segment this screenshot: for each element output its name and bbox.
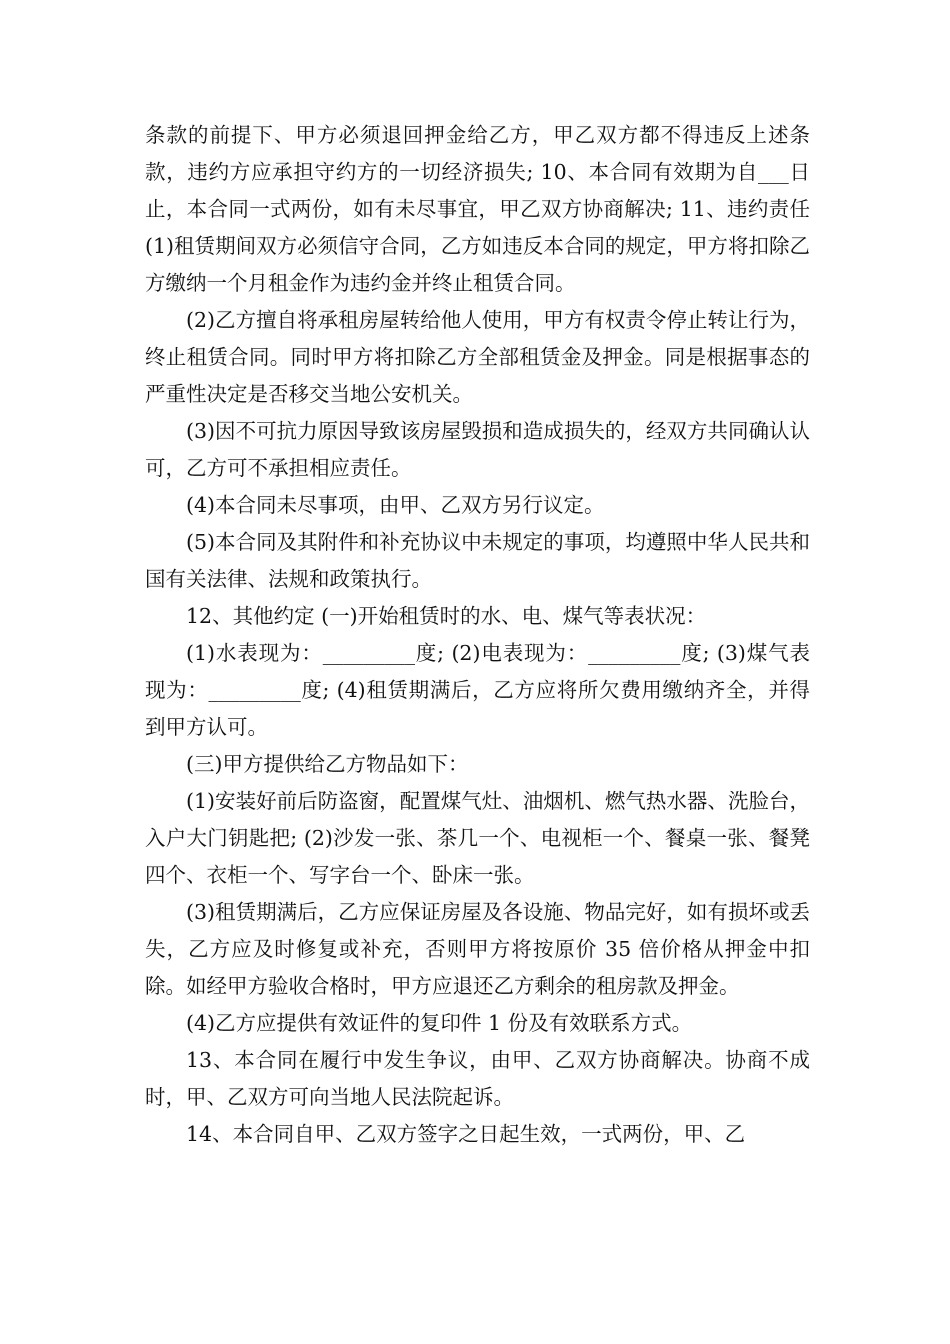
paragraph-2: (2)乙方擅自将承租房屋转给他人使用，甲方有权责令停止转让行为，终止租赁合同。同时甲方将扣除乙方全部租赁金及押金。同是根据事态的严重性决定是否移交当地公安机关。	[145, 308, 810, 406]
paragraph-9: (1)安装好前后防盗窗，配置煤气灶、油烟机、燃气热水器、洗脸台，入户大门钥匙把; (2)沙发一张、茶几一个、电视柜一个、餐桌一张、餐凳四个、衣柜一个、写字台一个、卧床一张。	[145, 789, 810, 887]
paragraph-7: (1)水表现为：_________度; (2)电表现为：_________度; (3)煤气表现为：_________度; (4)租赁期满后，乙方应将所欠费用缴纳齐全，并得到甲方认可。	[145, 641, 810, 739]
paragraph-1: 条款的前提下、甲方必须退回押金给乙方，甲乙双方都不得违反上述条款，违约方应承担守约方的一切经济损失; 10、本合同有效期为自___日止，本合同一式两份，如有未尽事宜，甲乙双方协商解决; 11、违约责任 (1)租赁期间双方必须信守合同，乙方如违反本合同的规定，甲方将扣除乙方缴纳一个月租金作为违约金并终止租赁合同。	[145, 123, 810, 295]
paragraph-5: (5)本合同及其附件和补充协议中未规定的事项，均遵照中华人民共和国有关法律、法规和政策执行。	[145, 530, 810, 591]
paragraph-3: (3)因不可抗力原因导致该房屋毁损和造成损失的，经双方共同确认认可，乙方可不承担相应责任。	[145, 419, 810, 480]
paragraph-8: (三)甲方提供给乙方物品如下：	[186, 752, 469, 776]
paragraph-12: 13、本合同在履行中发生争议，由甲、乙双方协商解决。协商不成时，甲、乙双方可向当地人民法院起诉。	[145, 1048, 810, 1109]
paragraph-11: (4)乙方应提供有效证件的复印件 1 份及有效联系方式。	[186, 1011, 693, 1035]
paragraph-10: (3)租赁期满后，乙方应保证房屋及各设施、物品完好，如有损坏或丢失，乙方应及时修复或补充，否则甲方将按原价 35 倍价格从押金中扣除。如经甲方验收合格时，甲方应退还乙方剩余的租房款及押金。	[145, 900, 810, 998]
document-page	[145, 117, 810, 1153]
paragraph-6: 12、其他约定 (一)开始租赁时的水、电、煤气等表状况：	[186, 604, 707, 628]
paragraph-4: (4)本合同未尽事项，由甲、乙双方另行议定。	[186, 493, 605, 517]
paragraph-13: 14、本合同自甲、乙双方签字之日起生效，一式两份，甲、乙	[186, 1122, 746, 1146]
